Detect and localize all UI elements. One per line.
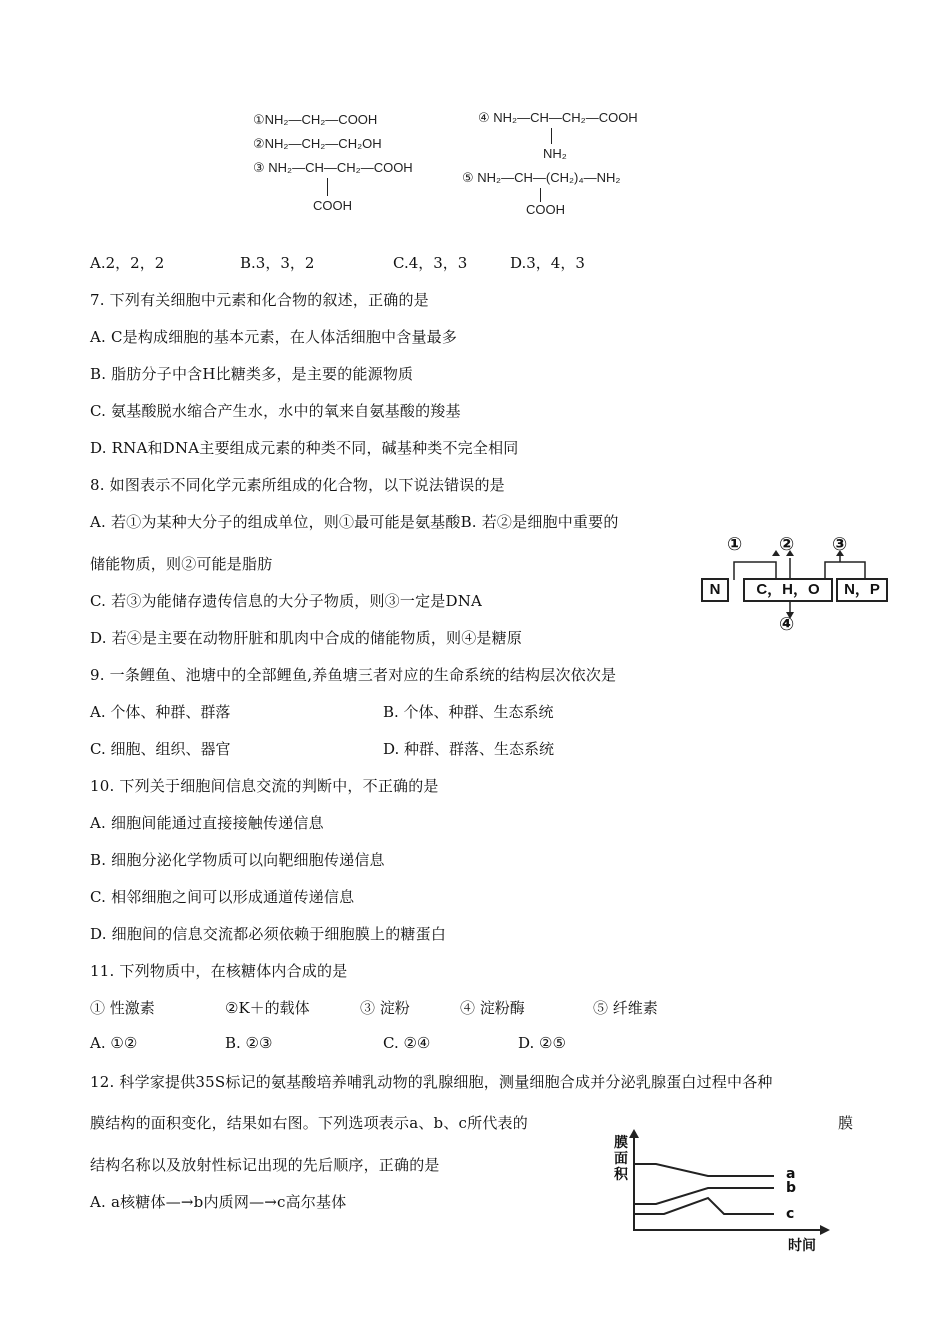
structure-1: ①NH₂—CH₂—COOH <box>253 112 378 127</box>
q9-option-d: D. 种群、群落、生态系统 <box>383 740 555 758</box>
graph-xlabel: 时间 <box>788 1238 816 1254</box>
q12-line3: 结构名称以及放射性标记出现的先后顺序，正确的是 <box>90 1156 440 1174</box>
q7-option-a: A. C是构成细胞的基本元素，在人体活细胞中含量最多 <box>90 328 458 346</box>
structure-4-sub: NH₂ <box>543 146 567 161</box>
diagram-label-4: ④ <box>779 614 795 635</box>
x-axis-arrow <box>820 1225 830 1235</box>
graph-ylabel-3: 积 <box>614 1167 628 1183</box>
q7-option-d: D. RNA和DNA主要组成元素的种类不同，碱基种类不完全相同 <box>90 439 519 457</box>
q7-option-c: C. 氨基酸脱水缩合产生水，水中的氧来自氨基酸的羧基 <box>90 402 461 420</box>
q11-stem: 11. 下列物质中，在核糖体内合成的是 <box>90 962 348 980</box>
graph-axes-and-curves <box>600 1128 840 1244</box>
curve-c-label: c <box>786 1206 795 1222</box>
q8-option-a: A. 若①为某种大分子的组成单位，则①最可能是氨基酸B. 若②是细胞中重要的 <box>90 513 619 531</box>
q11-option-a: A. ①② <box>90 1034 138 1052</box>
structure-3-bond <box>327 178 328 196</box>
curve-c <box>634 1198 774 1214</box>
diagram-label-3: ③ <box>832 534 848 555</box>
box-n: N <box>701 578 729 602</box>
q6-option-a: A.2，2，2 <box>90 254 165 272</box>
curve-b-label: b <box>786 1180 797 1196</box>
q11-item-2: ②K＋的载体 <box>225 999 310 1017</box>
structure-5-sub: COOH <box>526 202 565 217</box>
q11-item-3: ③ 淀粉 <box>360 999 410 1017</box>
y-axis-arrow <box>629 1129 639 1138</box>
q8-option-a-cont: 储能物质，则②可能是脂肪 <box>90 555 273 573</box>
box-np: N，P <box>836 578 888 602</box>
q10-stem: 10. 下列关于细胞间信息交流的判断中，不正确的是 <box>90 777 439 795</box>
q6-option-c: C.4，3，3 <box>393 254 468 272</box>
q10-option-c: C. 相邻细胞之间可以形成通道传递信息 <box>90 888 355 906</box>
q9-stem: 9. 一条鲤鱼、池塘中的全部鲤鱼,养鱼塘三者对应的生命系统的结构层次依次是 <box>90 666 617 684</box>
structure-5: ⑤ NH₂—CH—(CH₂)₄—NH₂ <box>462 170 621 185</box>
q9-option-b: B. 个体、种群、生态系统 <box>383 703 554 721</box>
q11-item-5: ⑤ 纤维素 <box>593 999 658 1017</box>
q11-option-b: B. ②③ <box>225 1034 273 1052</box>
q12-line2-end: 膜 <box>838 1114 854 1132</box>
q11-item-4: ④ 淀粉酶 <box>460 999 525 1017</box>
q12-line2: 膜结构的面积变化，结果如右图。下列选项表示a、b、c所代表的 <box>90 1114 528 1132</box>
q7-stem: 7. 下列有关细胞中元素和化合物的叙述，正确的是 <box>90 291 429 309</box>
q10-option-b: B. 细胞分泌化学物质可以向靶细胞传递信息 <box>90 851 385 869</box>
q10-option-a: A. 细胞间能通过直接接触传递信息 <box>90 814 324 832</box>
q12-option-a: A. a核糖体—→b内质网—→c高尔基体 <box>90 1193 347 1211</box>
box-cho: C，H，O <box>743 578 833 602</box>
curve-b <box>634 1188 774 1204</box>
graph-ylabel-2: 面 <box>614 1151 628 1167</box>
structure-3: ③ NH₂—CH—CH₂—COOH <box>253 160 413 175</box>
q9-option-a: A. 个体、种群、群落 <box>90 703 231 721</box>
q11-item-1: ① 性激素 <box>90 999 155 1017</box>
q6-option-d: D.3，4，3 <box>510 254 585 272</box>
diagram-label-1: ① <box>727 534 743 555</box>
curve-a-label: a <box>786 1166 796 1182</box>
structure-5-bond <box>540 188 541 202</box>
curve-a <box>634 1164 774 1176</box>
structure-3-sub: COOH <box>313 198 352 213</box>
q11-option-d: D. ②⑤ <box>518 1034 566 1052</box>
q10-option-d: D. 细胞间的信息交流都必须依赖于细胞膜上的糖蛋白 <box>90 925 447 943</box>
q8-option-c: C. 若③为能储存遗传信息的大分子物质，则③一定是DNA <box>90 592 483 610</box>
q7-option-b: B. 脂肪分子中含H比糖类多，是主要的能源物质 <box>90 365 414 383</box>
q8-stem: 8. 如图表示不同化学元素所组成的化合物，以下说法错误的是 <box>90 476 505 494</box>
graph-ylabel-1: 膜 <box>614 1135 628 1151</box>
q6-option-b: B.3，3，2 <box>240 254 315 272</box>
q11-option-c: C. ②④ <box>383 1034 431 1052</box>
q12-stem: 12. 科学家提供35S标记的氨基酸培养哺乳动物的乳腺细胞，测量细胞合成并分泌乳腺蛋白过程中各种 <box>90 1073 773 1091</box>
structure-4-bond <box>551 128 552 144</box>
q9-option-c: C. 细胞、组织、器官 <box>90 740 231 758</box>
structure-2: ②NH₂—CH₂—CH₂OH <box>253 136 382 151</box>
q8-option-d: D. 若④是主要在动物肝脏和肌肉中合成的储能物质，则④是糖原 <box>90 629 523 647</box>
diagram-label-2: ② <box>779 534 795 555</box>
structure-4: ④ NH₂—CH—CH₂—COOH <box>478 110 638 125</box>
